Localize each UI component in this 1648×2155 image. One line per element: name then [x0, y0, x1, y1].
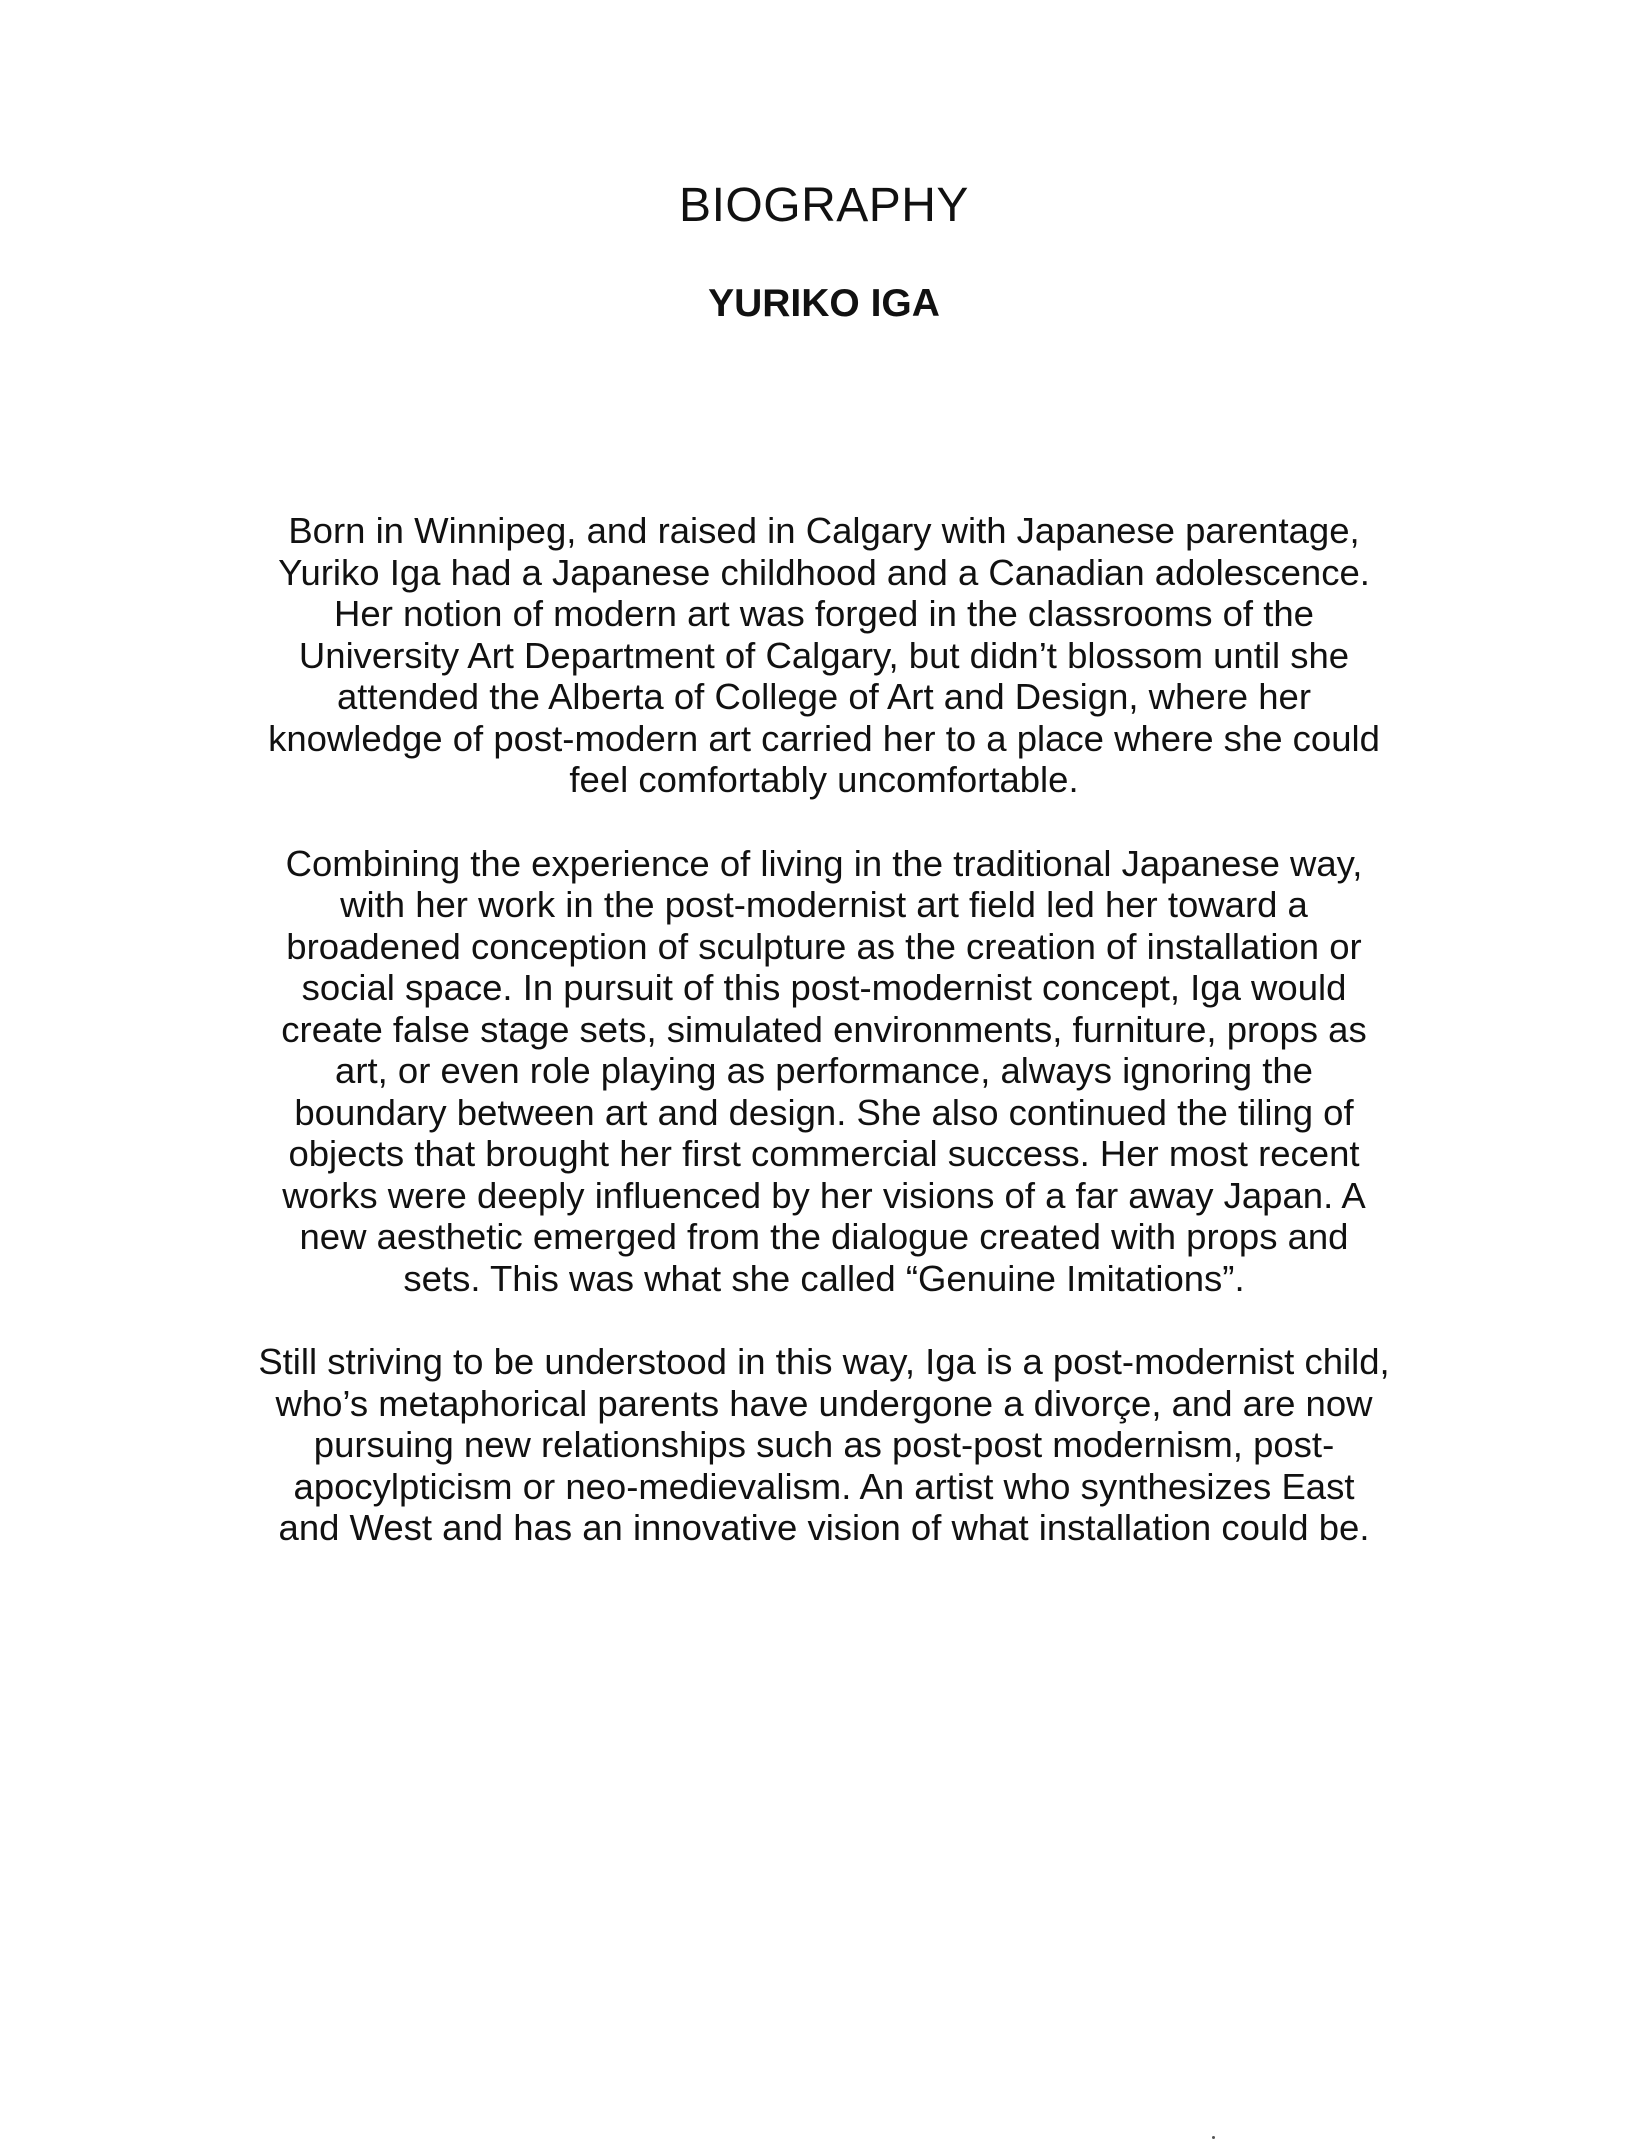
- text-line: University Art Department of Calgary, but didn’t blossom until she: [298, 634, 1350, 676]
- text-line: knowledge of post-modern art carried her to a place where she could: [268, 717, 1380, 759]
- text-line: Her notion of modern art was forged in the classrooms of the: [334, 593, 1314, 634]
- text-line: sets. This was what she called “Genuine Imitations”.: [403, 1257, 1245, 1299]
- scan-speck: [1212, 2136, 1215, 2139]
- text-line: with her work in the post-modernist art field led her toward a: [340, 884, 1308, 925]
- text-line: create false stage sets, simulated environments, furniture, props as: [281, 1008, 1367, 1050]
- text-line: new aesthetic emerged from the dialogue created with props and: [299, 1216, 1349, 1257]
- text-line: broadened conception of sculpture as the creation of installation or: [286, 925, 1362, 967]
- text-line: Combining the experience of living in the traditional Japanese way,: [285, 842, 1363, 884]
- document-subject-name: YURIKO IGA: [708, 282, 940, 325]
- text-line: attended the Alberta of College of Art and Design, where her: [337, 676, 1311, 717]
- text-line: and West and has an innovative vision of what installation could be.: [278, 1507, 1370, 1548]
- text-line: Yuriko Iga had a Japanese childhood and a Canadian adolescence.: [278, 551, 1370, 593]
- biography-paragraph: [200, 843, 1448, 1300]
- text-line: feel comfortably uncomfortable.: [569, 759, 1079, 800]
- biography-paragraph: [200, 1341, 1448, 1549]
- text-line: social space. In pursuit of this post-modernist concept, Iga would: [301, 967, 1347, 1008]
- text-line: apocylpticism or neo-medievalism. An artist who synthesizes East: [293, 1465, 1355, 1507]
- text-line: boundary between art and design. She also continued the tiling of: [294, 1091, 1354, 1133]
- biography-paragraph: [200, 510, 1448, 801]
- text-line: who’s metaphorical parents have undergone a divorçe, and are now: [275, 1382, 1373, 1424]
- text-line: works were deeply influenced by her visions of a far away Japan. A: [282, 1174, 1366, 1216]
- document-title: BIOGRAPHY: [679, 179, 969, 232]
- text-line: Born in Winnipeg, and raised in Calgary with Japanese parentage,: [288, 510, 1360, 551]
- text-line: pursuing new relationships such as post-post modernism, post-: [313, 1424, 1335, 1465]
- text-line: objects that brought her first commercial success. Her most recent: [288, 1133, 1360, 1174]
- text-line: art, or even role playing as performance, always ignoring the: [335, 1050, 1313, 1091]
- text-line: Still striving to be understood in this way, Iga is a post-modernist child,: [258, 1341, 1390, 1382]
- biography-body: [200, 510, 1448, 1591]
